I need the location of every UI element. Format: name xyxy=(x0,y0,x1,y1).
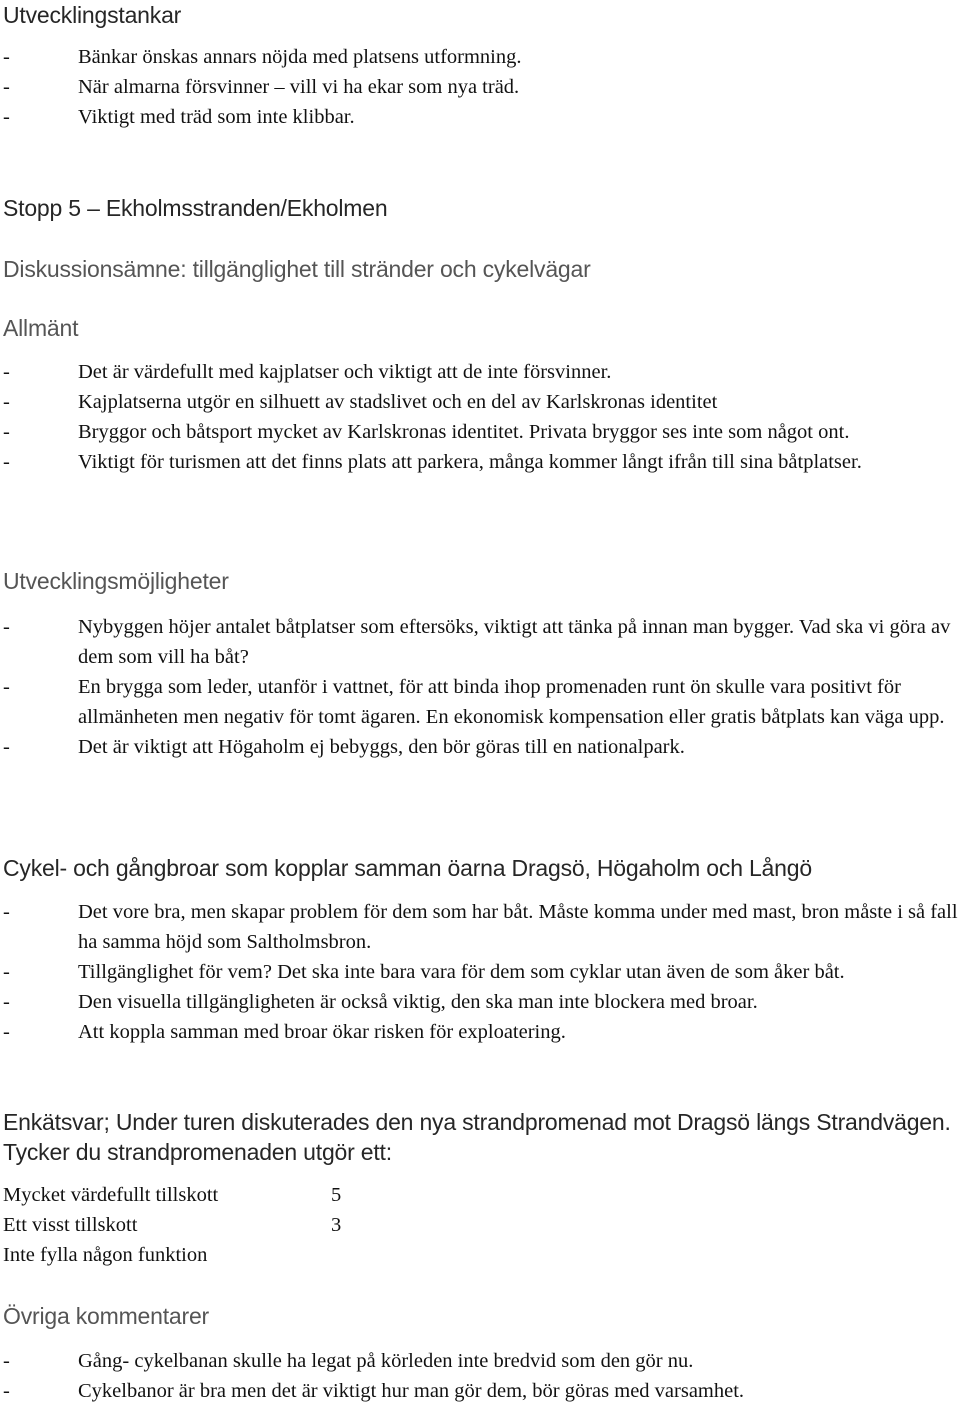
list-allmant xyxy=(0,357,960,477)
list-utvecklingstankar xyxy=(0,42,960,132)
list-dash: - xyxy=(3,391,10,413)
discussion-topic: Diskussionsämne: tillgänglighet till stränder och cykelvägar xyxy=(3,256,591,282)
list-item: - Bryggor och båtsport mycket av Karlskronas identitet. Privata bryggor ses inte som något ont. xyxy=(0,417,960,447)
list-dash: - xyxy=(3,901,10,923)
heading-ovriga-kommentarer: Övriga kommentarer xyxy=(3,1303,210,1329)
list-dash: - xyxy=(3,1380,10,1402)
list-item: - Det är viktigt att Högaholm ej bebyggs, den bör göras till en nationalpark. xyxy=(0,732,960,762)
survey-label: Mycket värdefullt tillskott xyxy=(3,1184,219,1206)
survey-count: 5 xyxy=(331,1184,342,1206)
list-dash: - xyxy=(3,616,10,638)
list-item: - Cykelbanor är bra men det är viktigt hur man gör dem, bör göras med varsamhet. xyxy=(0,1376,960,1406)
list-dash: - xyxy=(3,421,10,443)
list-bridges xyxy=(0,897,960,1047)
list-dash: - xyxy=(3,106,10,128)
heading-bridges: Cykel- och gångbroar som kopplar samman öarna Dragsö, Högaholm och Långö xyxy=(3,855,812,881)
list-item: - Kajplatserna utgör en silhuett av stadslivet och en del av Karlskronas identitet xyxy=(0,387,960,417)
list-item: - Nybyggen höjer antalet båtplatser som eftersöks, viktigt att tänka på innan man bygger. Vad ska vi göra av dem som vill ha båt? xyxy=(0,612,960,672)
list-dash: - xyxy=(3,76,10,98)
list-item: - Det vore bra, men skapar problem för dem som har båt. Måste komma under med mast, bron måste i så fall ha samma höjd som Saltholmsbron. xyxy=(0,897,960,957)
list-item: - Gång- cykelbanan skulle ha legat på körleden inte bredvid som den gör nu. xyxy=(0,1346,960,1376)
list-item: - Den visuella tillgängligheten är också viktig, den ska man inte blockera med broar. xyxy=(0,987,960,1017)
survey-count: 3 xyxy=(331,1214,342,1236)
list-item: - Viktigt för turismen att det finns plats att parkera, många kommer långt ifrån till sina båtplatser. xyxy=(0,447,960,477)
list-dash: - xyxy=(3,451,10,473)
survey-label: Inte fylla någon funktion xyxy=(3,1244,208,1266)
list-dash: - xyxy=(3,736,10,758)
list-item: - Det är värdefullt med kajplatser och viktigt att de inte försvinner. xyxy=(0,357,960,387)
list-dash: - xyxy=(3,361,10,383)
list-dash: - xyxy=(3,1350,10,1372)
list-item: - Tillgänglighet för vem? Det ska inte bara vara för dem som cyklar utan även de som åker båt. xyxy=(0,957,960,987)
list-item: - Viktigt med träd som inte klibbar. xyxy=(0,102,960,132)
list-dash: - xyxy=(3,676,10,698)
survey-question: Enkätsvar; Under turen diskuterades den nya strandpromenad mot Dragsö längs Strandvägen. Tycker du strandpromenaden utgör ett: xyxy=(3,1109,951,1165)
list-dash: - xyxy=(3,961,10,983)
list-dash: - xyxy=(3,1021,10,1043)
heading-utvecklingstankar: Utvecklingstankar xyxy=(3,2,182,28)
survey-label: Ett visst tillskott xyxy=(3,1214,138,1236)
heading-allmant: Allmänt xyxy=(3,315,79,341)
list-item: - Att koppla samman med broar ökar risken för exploatering. xyxy=(0,1017,960,1047)
heading-utvecklingsmojligheter: Utvecklingsmöjligheter xyxy=(3,568,229,594)
stop-title: Stopp 5 – Ekholmsstranden/Ekholmen xyxy=(3,195,388,221)
list-item: - När almarna försvinner – vill vi ha ekar som nya träd. xyxy=(0,72,960,102)
list-ovriga-kommentarer xyxy=(0,1346,960,1406)
list-utvecklingsmojligheter xyxy=(0,612,960,762)
list-dash: - xyxy=(3,46,10,68)
list-item: - Bänkar önskas annars nöjda med platsens utformning. xyxy=(0,42,960,72)
list-dash: - xyxy=(3,991,10,1013)
list-item: - En brygga som leder, utanför i vattnet, för att binda ihop promenaden runt ön skulle vara positivt för allmänheten men negativ för tomt ägaren. En ekonomisk kompensation eller gratis båtplats kan väga upp. xyxy=(0,672,960,732)
